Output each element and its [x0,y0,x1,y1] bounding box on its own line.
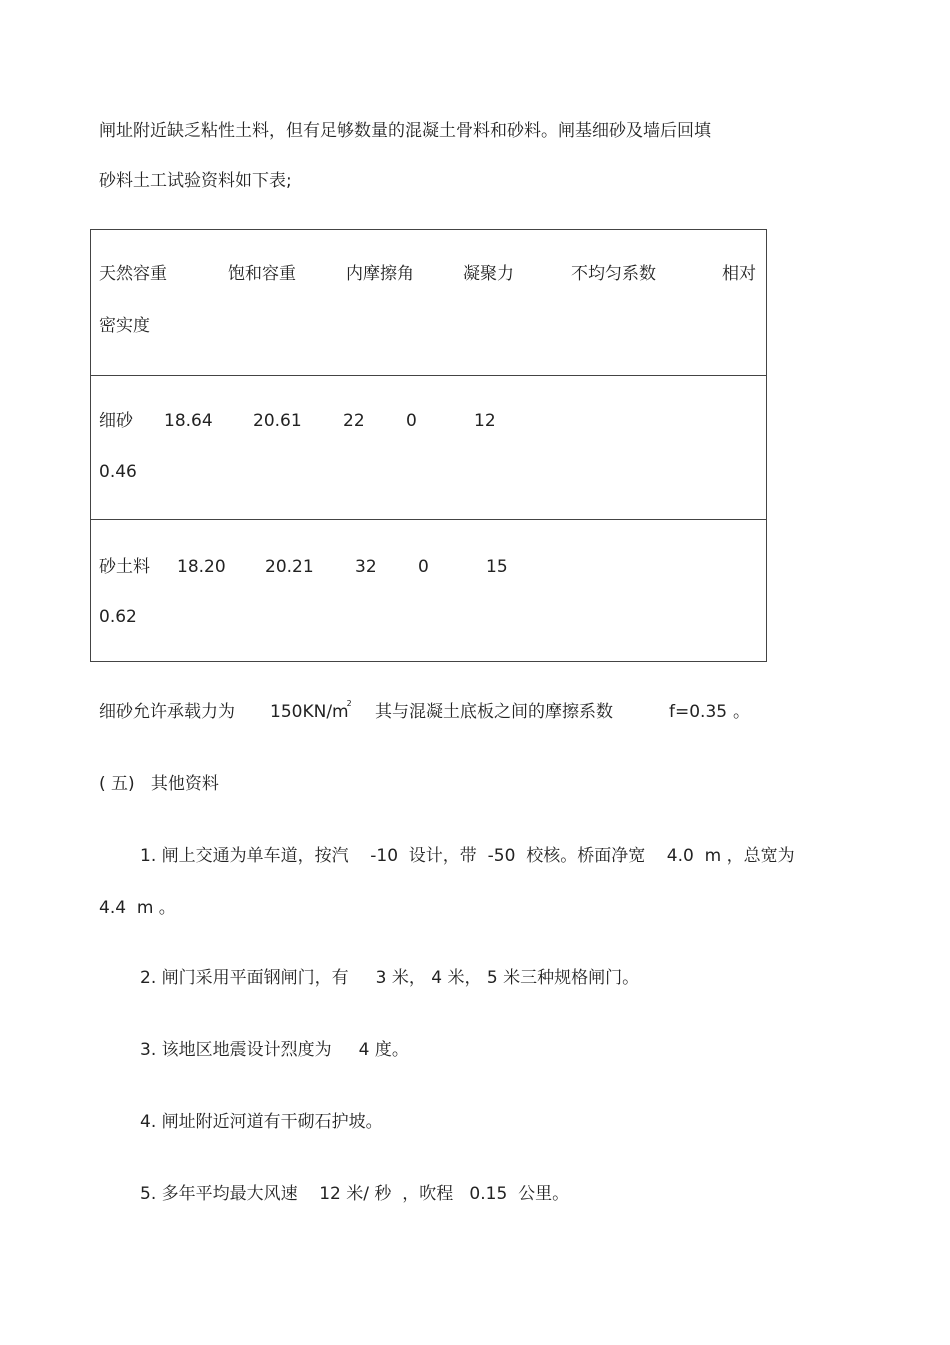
row-sandy-soil-saturated: 20.21 [265,557,314,577]
header-saturated-unit-weight: 饱和容重 [228,264,296,284]
row-fine-sand-uniformity: 12 [474,411,496,431]
item-5: 5. 多年平均最大风速 12 米/ 秒 ，吹程 0.15 公里。 [140,1184,570,1204]
bearing-friction-text: 其与混凝土底板之间的摩擦系数 [375,702,613,722]
row-fine-sand-natural: 18.64 [164,411,213,431]
header-internal-friction-angle: 内摩擦角 [346,264,414,284]
superscript-2: 2 [346,699,352,709]
bearing-prefix: 细砂允许承载力为 [99,702,235,722]
item-1-line-2: 4.4 m 。 [99,898,176,918]
row-fine-sand-friction: 22 [343,411,365,431]
row-sandy-soil-density: 0.62 [99,607,137,627]
header-density: 密实度 [99,316,150,336]
section-title: ( 五) 其他资料 [99,774,219,794]
intro-line-2: 砂料土工试验资料如下表; [99,171,292,191]
item-1-line-1: 1. 闸上交通为单车道，按汽 -10 设计，带 -50 校核。桥面净宽 4.0 m ，总宽为 [140,846,795,866]
row-fine-sand-cohesion: 0 [406,411,417,431]
intro-line-1: 闸址附近缺乏粘性土料，但有足够数量的混凝土骨料和砂料。闸基细砂及墙后回填 [99,121,711,141]
row-sandy-soil-name: 砂土料 [99,557,150,577]
row-sandy-soil-cohesion: 0 [418,557,429,577]
header-natural-unit-weight: 天然容重 [99,264,167,284]
header-uniformity-coefficient: 不均匀系数 [571,264,656,284]
item-3: 3. 该地区地震设计烈度为 4 度。 [140,1040,409,1060]
row-sandy-soil-friction: 32 [355,557,377,577]
bearing-capacity-value: $150KN/m^2$ [270,699,352,722]
item-4: 4. 闸址附近河道有干砌石护坡。 [140,1112,383,1132]
friction-coefficient: f=0.35 [669,702,728,722]
header-relative: 相对 [722,264,756,284]
row-fine-sand-name: 细砂 [99,411,133,431]
row-fine-sand-density: 0.46 [99,462,137,482]
row-sandy-soil-uniformity: 15 [486,557,508,577]
table-divider [91,375,766,376]
bearing-end-mark: 。 [733,702,750,722]
soil-test-table [90,229,767,662]
table-divider [91,519,766,520]
row-sandy-soil-natural: 18.20 [177,557,226,577]
row-fine-sand-saturated: 20.61 [253,411,302,431]
header-cohesion: 凝聚力 [463,264,514,284]
item-2: 2. 闸门采用平面钢闸门，有 3 米， 4 米， 5 米三种规格闸门。 [140,968,640,988]
